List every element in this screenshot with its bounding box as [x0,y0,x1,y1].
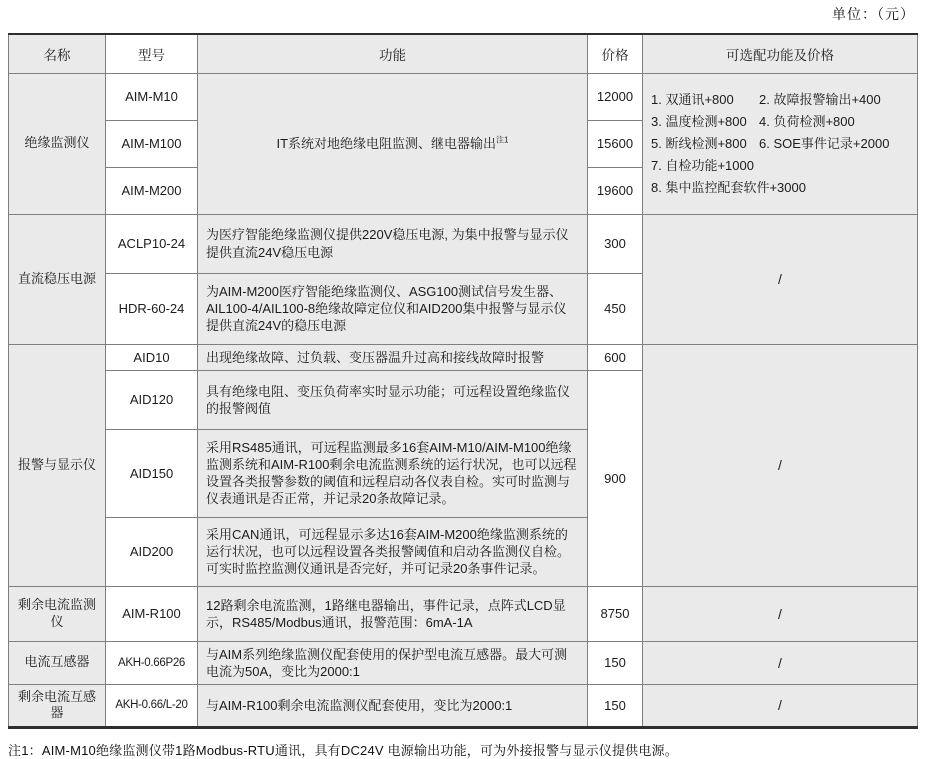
func-text: IT系统对地绝缘电阻监测、继电器输出 [276,135,497,151]
price-cell-aid-merged: 900 [588,370,643,586]
price-cell-akh-066p26: 150 [588,641,643,684]
option-line [651,155,911,177]
table-row [9,641,918,684]
header-model: 型号 [106,34,198,73]
model-cell-aid150: AID150 [106,429,198,517]
model-cell-aim-m100: AIM-M100 [106,120,198,167]
option-item: 5. 断线检测+800 [651,135,747,151]
header-name: 名称 [9,34,106,73]
table-row [9,214,918,273]
name-cell-current-transformer: 电流互感器 [9,641,106,684]
func-cell-aid200: 采用CAN通讯，可远程显示多达16套AIM-M200绝缘监测系统的运行状况，也可以远程设置各类报警阈值和启动各监测仪自检。可实时监控监测仪通讯是否完好，并可记录20条事件记录。 [198,517,588,586]
option-line [651,133,911,155]
func-cell-akh-066l20: 与AIM-R100剩余电流监测仪配套使用，变比为2000:1 [198,684,588,727]
table-row [9,344,918,370]
option-line [651,111,911,133]
option-item: 7. 自检功能+1000 [651,157,754,173]
option-item: 2. 故障报警输出+400 [759,91,881,107]
name-cell-dc-power: 直流稳压电源 [9,214,106,344]
func-cell-hdr-60-24: 为AIM-M200医疗智能绝缘监测仪、ASG100测试信号发生器、AIL100-4/AIL100-8绝缘故障定位仪和AID200集中报警与显示仪提供直流24V的稳压电源 [198,273,588,344]
option-item: 8. 集中监控配套软件+3000 [651,179,806,195]
price-cell-akh-066l20: 150 [588,684,643,727]
price-cell-aid10: 600 [588,344,643,370]
option-item: 1. 双通讯+800 [651,91,734,107]
func-cell-aid10: 出现绝缘故障、过负载、变压器温升过高和接线故障时报警 [198,344,588,370]
func-cell-aid120: 具有绝缘电阻、变压负荷率实时显示功能；可远程设置绝缘监仪的报警阀值 [198,370,588,429]
options-cell-dc-power: / [643,214,918,344]
option-item: 3. 温度检测+800 [651,113,747,129]
table-row [9,586,918,641]
price-cell-aim-m200: 19600 [588,167,643,214]
product-price-table [8,33,918,729]
options-cell-current-transformer: / [643,641,918,684]
func-cell-aclp10-24: 为医疗智能绝缘监测仪提供220V稳压电源, 为集中报警与显示仪提供直流24V稳压电源 [198,214,588,273]
unit-label: 单位：（元） [832,6,915,22]
price-cell-aim-m100: 15600 [588,120,643,167]
func-cell-akh-066p26: 与AIM系列绝缘监测仪配套使用的保护型电流互感器。最大可测电流为50A，变比为2000:1 [198,641,588,684]
price-cell-hdr-60-24: 450 [588,273,643,344]
model-cell-aim-m200: AIM-M200 [106,167,198,214]
model-cell-aclp10-24: ACLP10-24 [106,214,198,273]
name-cell-residual-transformer: 剩余电流互感器 [9,684,106,727]
header-row [9,34,918,73]
options-cell-alarm-display: / [643,344,918,586]
footnote-ref: 注1 [496,135,509,145]
options-cell-residual-transformer: / [643,684,918,727]
price-cell-aclp10-24: 300 [588,214,643,273]
header-price: 价格 [588,34,643,73]
name-cell-insulation-monitor: 绝缘监测仪 [9,73,106,214]
model-cell-aim-r100: AIM-R100 [106,586,198,641]
name-cell-alarm-display: 报警与显示仪 [9,344,106,586]
model-cell-aid10: AID10 [106,344,198,370]
table-row [9,73,918,120]
model-cell-aid120: AID120 [106,370,198,429]
option-line [651,89,911,111]
options-cell-insulation-monitor [643,73,918,214]
model-cell-akh-066l20: AKH-0.66/L-20 [106,684,198,727]
model-cell-hdr-60-24: HDR-60-24 [106,273,198,344]
table-row [9,684,918,727]
header-options: 可选配功能及价格 [643,34,918,73]
header-function: 功能 [198,34,588,73]
model-cell-aim-m10: AIM-M10 [106,73,198,120]
price-cell-aim-r100: 8750 [588,586,643,641]
options-cell-residual-monitor: / [643,586,918,641]
func-cell-aid150: 采用RS485通讯，可远程监测最多16套AIM-M10/AIM-M100绝缘监测系统和AIM-R100剩余电流监测系统的运行状况，也可以远程设置各类报警参数的阈值和远程启动各仪表自检。实可时监测与仪表通讯是否正常，并记录20条故障记录。 [198,429,588,517]
price-cell-aim-m10: 12000 [588,73,643,120]
model-cell-akh-066p26: AKH-0.66P26 [106,641,198,684]
func-cell-insulation-monitor [198,73,588,214]
option-line [651,177,911,199]
model-cell-aid200: AID200 [106,517,198,586]
name-cell-residual-monitor: 剩余电流监测仪 [9,586,106,641]
option-item: 4. 负荷检测+800 [759,113,855,129]
option-item: 6. SOE事件记录+2000 [759,135,890,151]
func-cell-aim-r100: 12路剩余电流监测，1路继电器输出，事件记录，点阵式LCD显示，RS485/Modbus通讯，报警范围：6mA-1A [198,586,588,641]
footnote: 注1：AIM-M10绝缘监测仪带1路Modbus-RTU通讯，具有DC24V 电源输出功能，可为外接报警与显示仪提供电源。 [8,742,678,758]
